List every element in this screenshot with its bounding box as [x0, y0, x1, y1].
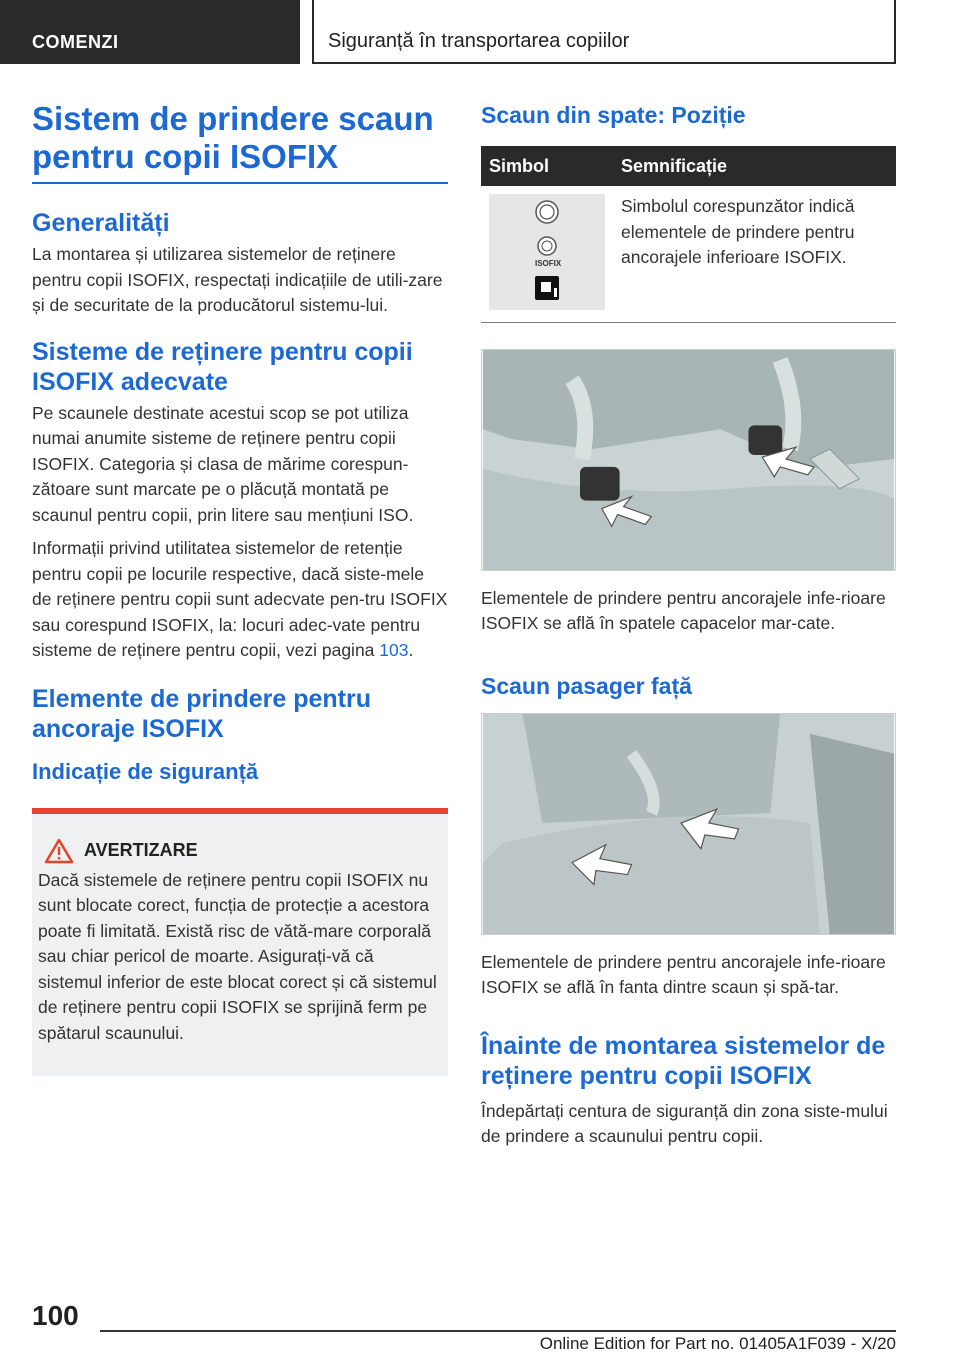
meaning-text: Simbolul corespunzător indică elementele de prindere pentru ancorajele inferioare ISOFIX. — [621, 196, 855, 267]
footer-divider — [100, 1330, 896, 1332]
symbol-table — [481, 146, 896, 323]
page-link[interactable]: 103 — [379, 640, 409, 660]
edition-text: Online Edition for Part no. 01405A1F039 - X/20 — [539, 1334, 896, 1353]
warning-header — [38, 838, 438, 864]
page-header — [0, 0, 960, 66]
isofix-symbols — [489, 194, 605, 310]
warning-triangle-icon — [44, 838, 74, 864]
symbol-label: ISOFIX — [535, 259, 562, 268]
left-column — [32, 100, 448, 1076]
chapter-tab[interactable]: Siguranță în transportarea copiilor — [312, 0, 896, 64]
page-title: Sistem de prindere scaun pentru copii ISOFIX — [32, 100, 448, 184]
table-header-symbol: Simbol — [481, 146, 613, 186]
suitable-paragraph-2-end: . — [408, 640, 414, 660]
before-install-text: Îndepărtați centura de siguranță din zona siste-mului de prindere a scaunului pentru copii. — [481, 1100, 888, 1146]
warning-box — [32, 808, 448, 1077]
before-install-heading: Înainte de montarea sistemelor de reținere pentru copii ISOFIX — [481, 1031, 886, 1090]
warning-text: Dacă sistemele de reținere pentru copii ISOFIX nu sunt blocate corect, funcția de protecție a acestora poate fi limitată. Există risc de vătă-mare corporală sau chiar pericol de moarte. Asigurați-vă că sistemul inferior de este blocat corect și că sistemul de reținere pentru copii ISOFIX se sprijină ferm pe spătarul scaunului. — [38, 869, 437, 1043]
section-tab[interactable]: COMENZI — [0, 0, 300, 64]
front-seat-heading: Scaun pasager față — [481, 672, 692, 699]
safety-subheading: Indicație de siguranță — [32, 758, 259, 784]
front-seat-photo — [481, 713, 896, 935]
front-seat-caption: Elementele de prindere pentru ancorajele infe-rioare ISOFIX se află în fanta dintre scaun și spă-tar. — [481, 951, 886, 997]
table-header-meaning: Semnificație — [613, 146, 896, 186]
section-heading-anchors: Elemente de prindere pentru ancoraje ISOFIX — [32, 684, 371, 743]
section-heading-suitable: Sisteme de reținere pentru copii ISOFIX adecvate — [32, 337, 413, 396]
warning-title: AVERTIZARE — [84, 840, 198, 860]
right-column — [481, 100, 896, 1150]
rear-seat-photo — [481, 349, 896, 571]
section-heading-general: Generalități — [32, 209, 170, 237]
suitable-paragraph-2 — [32, 536, 448, 664]
general-paragraph: La montarea și utilizarea sistemelor de reținere pentru copii ISOFIX, respectați indicațiile de utili-zare și de securitate de la producătorul sistemu-lui. — [32, 244, 443, 315]
page-number: 100 — [32, 1300, 79, 1331]
suitable-paragraph-1: Pe scaunele destinate acestui scop se pot utiliza numai anumite sisteme de reținere pentru copii ISOFIX. Categoria și clasa de mărime corespun-zătoare sunt marcate pe o plăcuță montată pe scaunul pentru copii, prin litere sau mențiuni ISO. — [32, 402, 414, 525]
symbol-cell — [481, 186, 613, 322]
rear-seat-caption: Elementele de prindere pentru ancorajele infe-rioare ISOFIX se află în spatele capacelor mar-cate. — [481, 587, 886, 633]
rear-seat-heading: Scaun din spate: Poziție — [481, 102, 746, 128]
meaning-cell — [613, 186, 896, 322]
table-row — [481, 186, 896, 322]
suitable-paragraph-2-text: Informații privind utilitatea sistemelor de retenție pentru copii pe locurile respective, dacă siste-mele de reținere pentru copii sunt adecvate pen-tru ISOFIX sau corespund ISOFIX, la: locuri adec-vate pentru sisteme de reținere pentru copii, vezi pagina — [32, 538, 448, 660]
isofix-symbol-icon — [489, 194, 605, 310]
